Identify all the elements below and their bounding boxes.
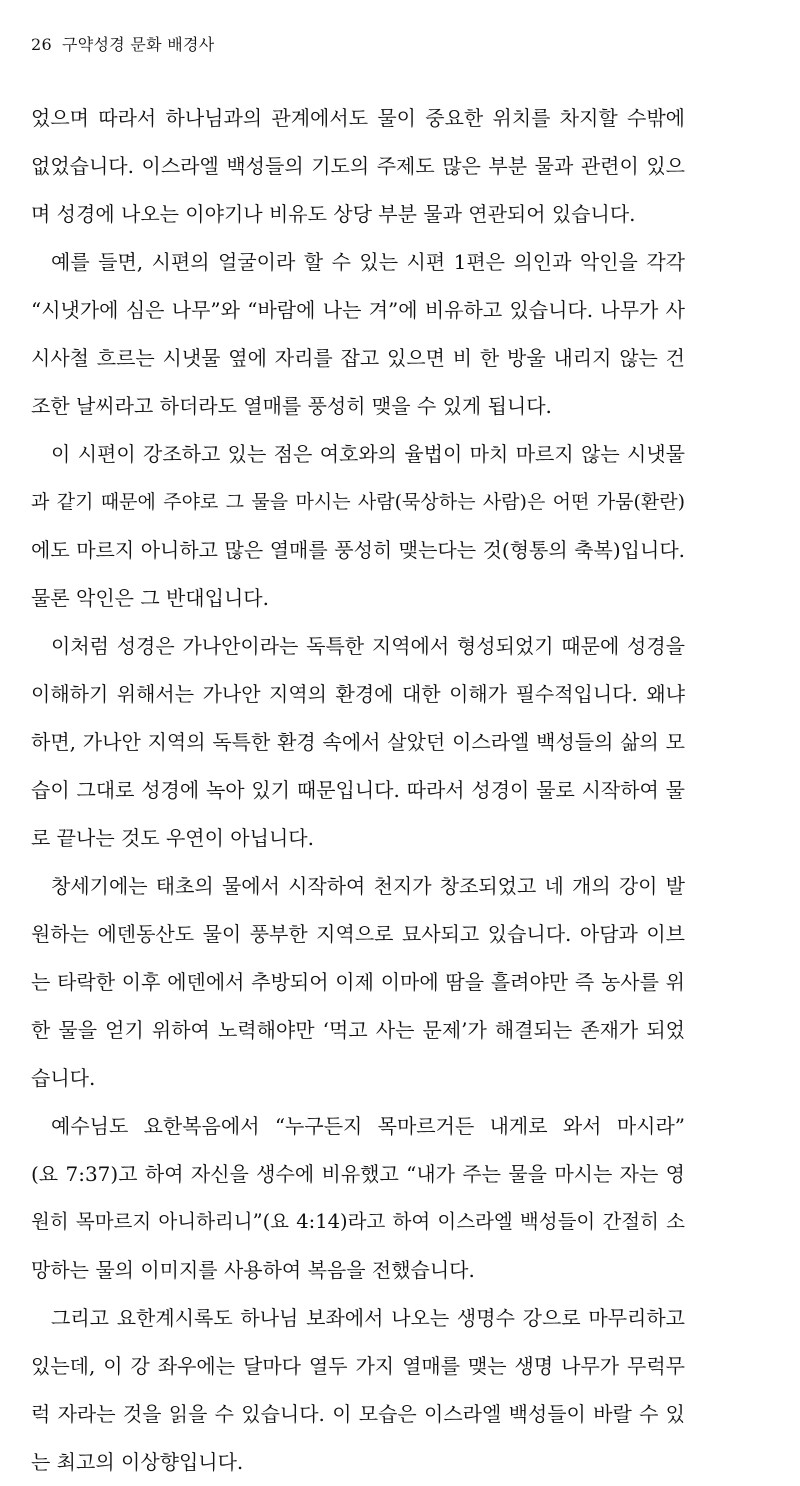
text-line: 며 성경에 나오는 이야기나 비유도 상당 부분 물과 연관되어 있습니다.	[31, 202, 636, 226]
text-line: “시냇가에 심은 나무”와 “바람에 나는 겨”에 비유하고 있습니다. 나무가 사	[31, 298, 685, 322]
text-line: 창세기에는 태초의 물에서 시작하여 천지가 창조되었고 네 개의 강이 발	[51, 874, 685, 898]
text-line: 예를 들면, 시편의 얼굴이라 할 수 있는 시편 1편은 의인과 악인을 각각	[51, 250, 685, 274]
text-line: 는 타락한 이후 에덴에서 추방되어 이제 이마에 땀을 흘려야만 즉 농사를 위	[31, 970, 685, 994]
book-title: 구약성경 문화 배경사	[61, 35, 215, 54]
text-line: 하면, 가나안 지역의 독특한 환경 속에서 살았던 이스라엘 백성들의 삶의 모	[31, 730, 685, 754]
text-line: 있는데, 이 강 좌우에는 달마다 열두 가지 열매를 맺는 생명 나무가 무럭무	[31, 1354, 685, 1378]
text-line: 럭 자라는 것을 읽을 수 있습니다. 이 모습은 이스라엘 백성들이 바랄 수 있	[31, 1402, 685, 1426]
text-line: 예수님도 요한복음에서 “누구든지 목마르거든 내게로 와서 마시라”	[51, 1114, 685, 1138]
text-line: 원하는 에덴동산도 물이 풍부한 지역으로 묘사되고 있습니다. 아담과 이브	[31, 922, 685, 946]
text-line: 없었습니다. 이스라엘 백성들의 기도의 주제도 많은 부분 물과 관련이 있으	[31, 154, 685, 178]
text-line: 그리고 요한계시록도 하나님 보좌에서 나오는 생명수 강으로 마무리하고	[51, 1306, 685, 1330]
text-line: (요 7:37)고 하여 자신을 생수에 비유했고 “내가 주는 물을 마시는 자는 영	[31, 1162, 685, 1186]
text-line: 한 물을 얻기 위하여 노력해야만 ‘먹고 사는 문제’가 해결되는 존재가 되었	[31, 1018, 685, 1042]
text-line: 망하는 물의 이미지를 사용하여 복음을 전했습니다.	[31, 1258, 475, 1282]
running-header	[31, 32, 215, 55]
text-line: 과 같기 때문에 주야로 그 물을 마시는 사람(묵상하는 사람)은 어떤 가뭄(환란)	[31, 491, 685, 513]
text-line: 조한 날씨라고 하더라도 열매를 풍성히 맺을 수 있게 됩니다.	[31, 394, 552, 418]
text-line: 이해하기 위해서는 가나안 지역의 환경에 대한 이해가 필수적입니다. 왜냐	[31, 682, 685, 706]
body-text	[31, 94, 685, 1486]
text-line: 는 최고의 이상향입니다.	[31, 1450, 244, 1474]
text-line: 물론 악인은 그 반대입니다.	[31, 586, 269, 610]
text-line: 습이 그대로 성경에 녹아 있기 때문입니다. 따라서 성경이 물로 시작하여 물	[31, 778, 685, 802]
text-line: 로 끝나는 것도 우연이 아닙니다.	[31, 826, 314, 850]
text-line: 었으며 따라서 하나님과의 관계에서도 물이 중요한 위치를 차지할 수밖에	[31, 106, 685, 130]
text-line: 습니다.	[31, 1066, 96, 1090]
text-line: 이 시편이 강조하고 있는 점은 여호와의 율법이 마치 마르지 않는 시냇물	[51, 442, 685, 466]
text-line: 시사철 흐르는 시냇물 옆에 자리를 잡고 있으면 비 한 방울 내리지 않는 건	[31, 346, 685, 370]
text-line: 에도 마르지 아니하고 많은 열매를 풍성히 맺는다는 것(형통의 축복)입니다.	[31, 538, 685, 562]
text-line: 이처럼 성경은 가나안이라는 독특한 지역에서 형성되었기 때문에 성경을	[51, 634, 685, 658]
text-line: 원히 목마르지 아니하리니”(요 4:14)라고 하여 이스라엘 백성들이 간절히 소	[31, 1210, 685, 1233]
page-number: 26	[31, 35, 52, 54]
